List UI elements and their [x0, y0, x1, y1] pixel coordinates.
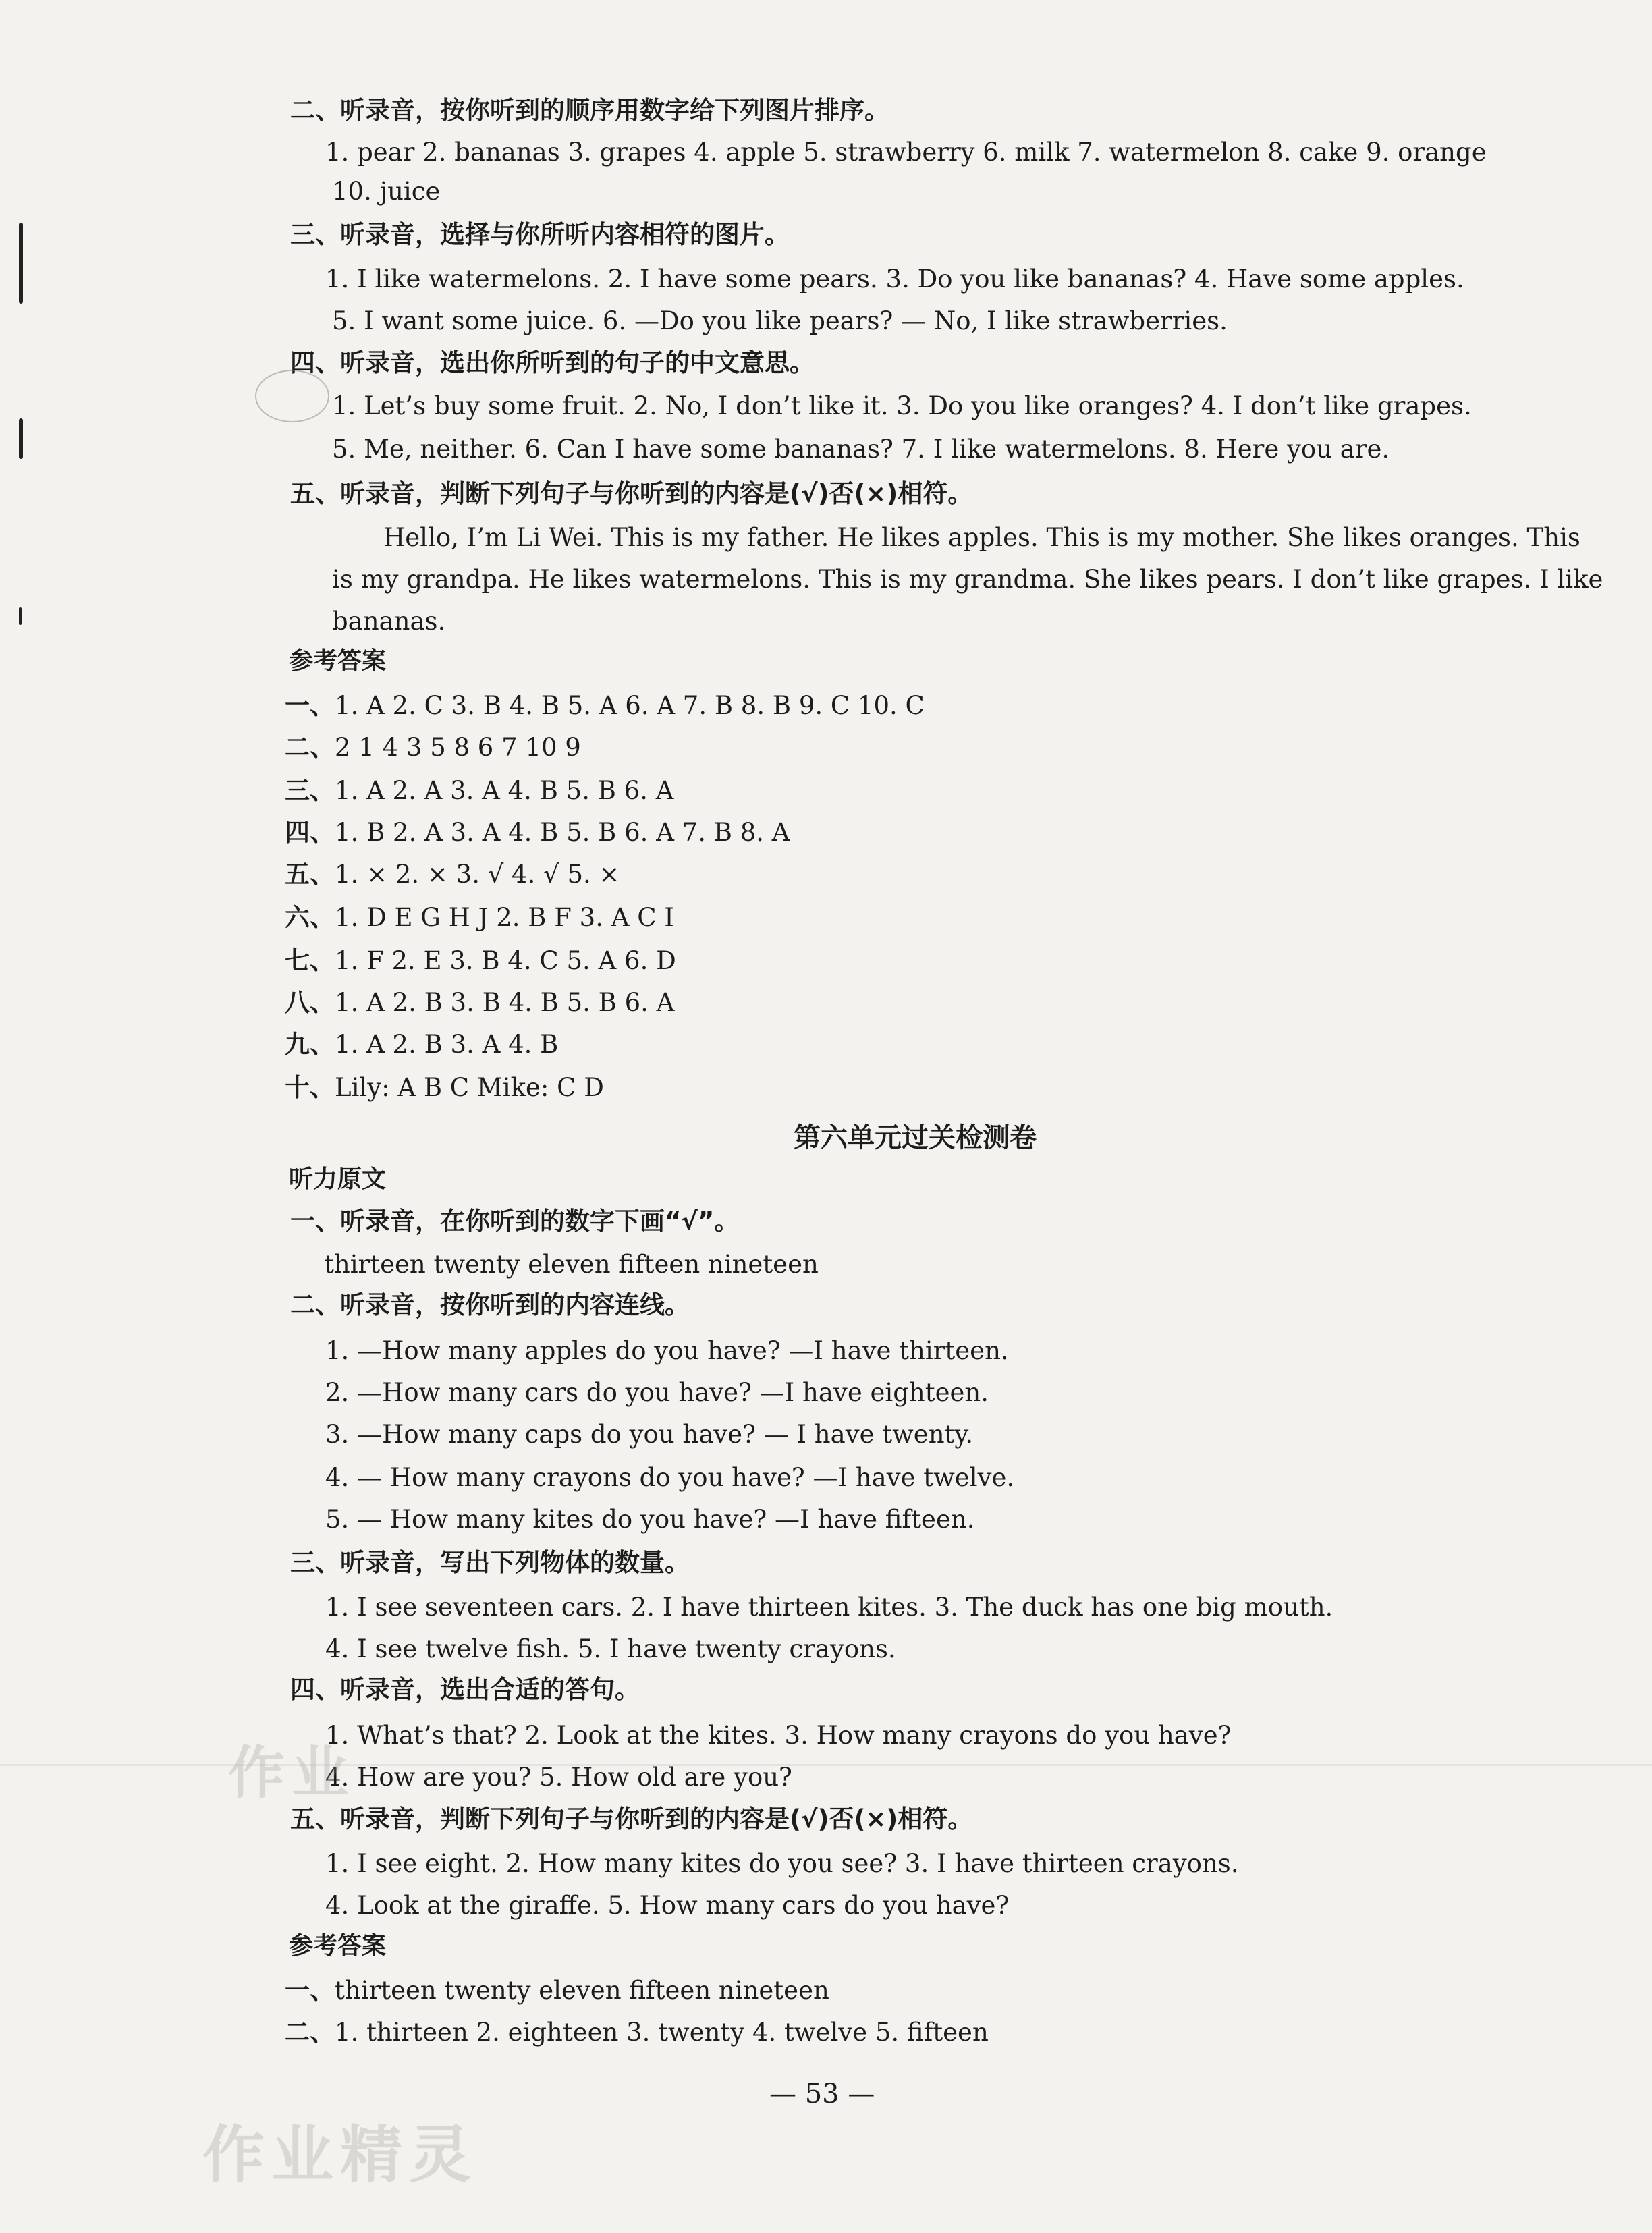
listening-line: 5. — How many kites do you have? —I have fifteen.: [325, 1505, 975, 1534]
section-heading: 三、听录音，写出下列物体的数量。: [290, 1548, 690, 1577]
answer-row: [285, 730, 581, 765]
answer-label: 二、: [285, 2018, 335, 2047]
page-number: — 53 —: [769, 2078, 875, 2110]
watermark: 作业: [228, 1740, 356, 1806]
listening-line: 1. I see seventeen cars. 2. I have thirteen kites. 3. The duck has one big mouth.: [325, 1593, 1333, 1622]
watermark: 作业精灵: [202, 2119, 478, 2191]
unit-title: 第六单元过关检测卷: [794, 1122, 1037, 1153]
answer-text: 1. A 2. B 3. B 4. B 5. B 6. A: [335, 988, 675, 1017]
answer-row: [285, 1973, 829, 2008]
section-heading: 一、听录音，在你听到的数字下画“√”。: [290, 1207, 740, 1236]
answers-heading: 参考答案: [289, 647, 387, 675]
answer-text: 1. F 2. E 3. B 4. C 5. A 6. D: [335, 946, 676, 975]
answer-text: 1. B 2. A 3. A 4. B 5. B 6. A 7. B 8. A: [335, 818, 790, 847]
answer-row: [285, 943, 676, 978]
answer-label: 一、: [285, 1976, 335, 2005]
binding-edge-mark: [19, 223, 23, 304]
section-heading: 四、听录音，选出你所听到的句子的中文意思。: [290, 348, 815, 377]
answer-text: 1. A 2. C 3. B 4. B 5. A 6. A 7. B 8. B 9. C 10. C: [335, 691, 925, 720]
answer-row: [285, 688, 925, 723]
binding-edge-mark: [19, 418, 23, 459]
listening-heading: 听力原文: [289, 1165, 387, 1193]
listening-line: 5. I want some juice. 6. —Do you like pears? — No, I like strawberries.: [332, 306, 1228, 335]
answer-row: [285, 773, 673, 808]
listening-line: 4. — How many crayons do you have? —I have twelve.: [325, 1463, 1015, 1492]
listening-line: thirteen twenty eleven fifteen nineteen: [324, 1250, 819, 1279]
section-heading: 五、听录音，判断下列句子与你听到的内容是(√)否(×)相符。: [290, 479, 973, 508]
answer-label: 十、: [285, 1073, 335, 1102]
listening-line: 3. —How many caps do you have? — I have twenty.: [325, 1420, 974, 1449]
answer-text: 1. × 2. × 3. √ 4. √ 5. ×: [335, 860, 620, 889]
section-heading: 四、听录音，选出合适的答句。: [290, 1675, 640, 1704]
listening-line: 4. Look at the giraffe. 5. How many cars do you have?: [325, 1891, 1010, 1920]
answer-text: 2 1 4 3 5 8 6 7 10 9: [335, 733, 581, 762]
answer-row: [285, 857, 620, 892]
section-heading: 五、听录音，判断下列句子与你听到的内容是(√)否(×)相符。: [290, 1804, 973, 1834]
answer-row: [285, 2015, 989, 2050]
answer-label: 三、: [285, 776, 335, 805]
listening-line: 1. I see eight. 2. How many kites do you see? 3. I have thirteen crayons.: [325, 1849, 1239, 1878]
answer-label: 二、: [285, 733, 335, 762]
answer-text: 1. thirteen 2. eighteen 3. twenty 4. twelve 5. fifteen: [335, 2018, 989, 2047]
answer-label: 六、: [285, 903, 335, 932]
answer-text: thirteen twenty eleven fifteen nineteen: [335, 1976, 829, 2005]
answer-row: [285, 985, 674, 1020]
answer-row: [285, 815, 790, 850]
listening-line: 10. juice: [332, 177, 441, 206]
binding-edge-mark: [19, 607, 22, 625]
section-heading: 二、听录音，按你听到的内容连线。: [290, 1290, 690, 1319]
answer-label: 九、: [285, 1030, 335, 1059]
listening-line: 2. —How many cars do you have? —I have eighteen.: [325, 1378, 989, 1407]
listening-line: 4. I see twelve fish. 5. I have twenty crayons.: [325, 1634, 896, 1663]
listening-paragraph: Hello, I’m Li Wei. This is my father. He likes apples. This is my mother. She likes oranges. This is my grandpa. He likes watermelons. This is my grandma. She likes pears. I don’t like grapes. I like bananas.: [332, 523, 1603, 636]
answers-heading: 参考答案: [289, 1932, 387, 1960]
answer-text: 1. A 2. B 3. A 4. B: [335, 1030, 559, 1059]
answer-label: 四、: [285, 818, 335, 847]
listening-line: 1. pear 2. bananas 3. grapes 4. apple 5. strawberry 6. milk 7. watermelon 8. cake 9. orange: [325, 138, 1487, 167]
listening-line: 1. Let’s buy some fruit. 2. No, I don’t like it. 3. Do you like oranges? 4. I don’t like grapes.: [332, 391, 1472, 420]
answer-label: 八、: [285, 988, 335, 1017]
listening-line: 4. How are you? 5. How old are you?: [325, 1763, 792, 1792]
listening-line: 1. I like watermelons. 2. I have some pears. 3. Do you like bananas? 4. Have some apples.: [325, 265, 1464, 294]
answer-row: [285, 1027, 558, 1062]
section-heading: 三、听录音，选择与你所听内容相符的图片。: [290, 220, 790, 249]
listening-line: 1. What’s that? 2. Look at the kites. 3. How many crayons do you have?: [325, 1721, 1232, 1750]
library-stamp: [255, 370, 329, 422]
listening-line: 5. Me, neither. 6. Can I have some bananas? 7. I like watermelons. 8. Here you are.: [332, 435, 1390, 464]
answer-row: [285, 1070, 604, 1105]
answer-text: Lily: A B C Mike: C D: [335, 1073, 604, 1102]
listening-line: 1. —How many apples do you have? —I have thirteen.: [325, 1336, 1009, 1365]
answer-label: 一、: [285, 691, 335, 720]
answer-text: 1. A 2. A 3. A 4. B 5. B 6. A: [335, 776, 674, 805]
answer-text: 1. D E G H J 2. B F 3. A C I: [335, 903, 674, 932]
section-heading: 二、听录音，按你听到的顺序用数字给下列图片排序。: [290, 96, 889, 125]
answer-label: 五、: [285, 860, 335, 889]
answer-row: [285, 900, 674, 935]
answer-label: 七、: [285, 946, 335, 975]
